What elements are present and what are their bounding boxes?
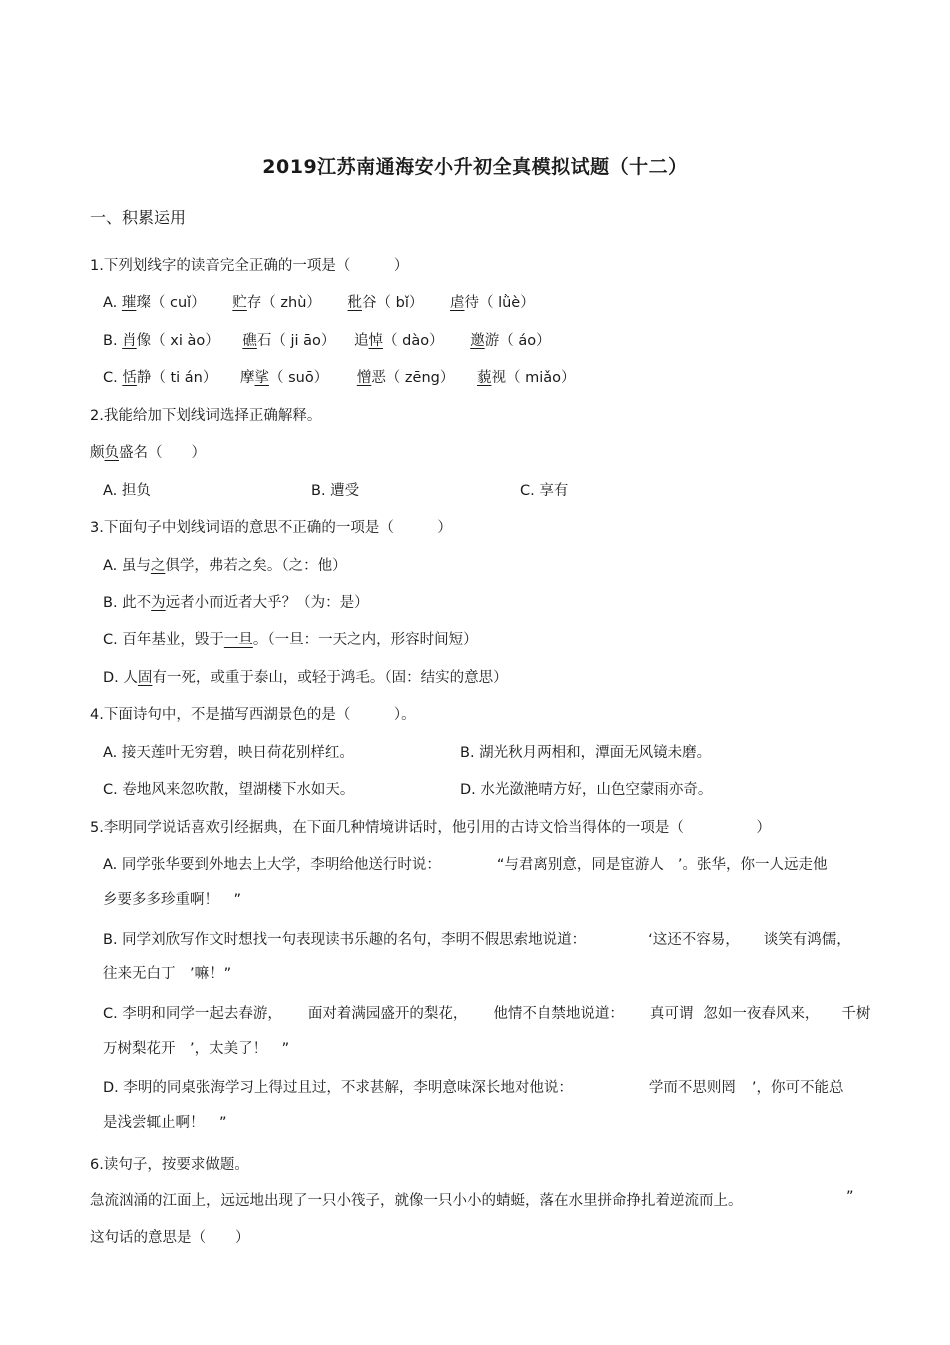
question-2-word: 颇负盛名（ ） <box>90 445 206 461</box>
question-3-option-b: B. 此不为远者小而近者大乎？（为：是） <box>103 595 369 611</box>
question-3-option-d: D. 人固有一死，或重于泰山，或轻于鸿毛。（固：结实的意思） <box>103 670 508 686</box>
question-1-option-b: B. 肖像（ xi ào） 礁石（ ji āo） 追悼（ dào） 邀游（ áo） <box>103 333 551 349</box>
question-4-option-d: D. 水光潋滟晴方好，山色空蒙雨亦奇。 <box>460 782 713 798</box>
question-4-option-a: A. 接天莲叶无穷碧，映日荷花别样红。 <box>103 745 354 761</box>
question-5-option-b-line2: 往来无白丁 ’嘛！” <box>103 966 232 982</box>
section-heading: 一、积累运用 <box>90 208 187 227</box>
question-5-option-c-line2: 万树梨花开 ’，太美了！ ” <box>103 1041 290 1057</box>
question-5-option-d-line1: D. 李明的同桌张海学习上得过且过，不求甚解，李明意味深长地对他说： 学而不思则罔 ’，你可不能总 <box>103 1080 844 1096</box>
page-title: 2019江苏南通海安小升初全真模拟试题（十二） <box>262 156 688 178</box>
question-5-option-c-line1: C. 李明和同学一起去春游， 面对着满园盛开的梨花， 他情不自禁地说道： 真可谓 忽如一夜春风来， 千树 <box>103 1006 871 1022</box>
question-4-stem: 4.下面诗句中，不是描写西湖景色的是（ ）。 <box>90 707 416 723</box>
question-5-option-a-line2: 乡要多多珍重啊！ ” <box>103 892 242 908</box>
question-2-stem: 2.我能给加下划线词选择正确解释。 <box>90 408 322 424</box>
question-5-option-b-line1: B. 同学刘欣写作文时想找一句表现读书乐趣的名句，李明不假思索地说道： ‘这还不容易， 谈笑有鸿儒， <box>103 932 851 948</box>
question-3-option-a: A. 虽与之俱学，弗若之矣。（之：他） <box>103 558 347 574</box>
question-3-stem: 3.下面句子中划线词语的意思不正确的一项是（ ） <box>90 520 452 536</box>
question-2-option-c: C. 享有 <box>520 483 569 499</box>
question-6-stem: 6.读句子，按要求做题。 <box>90 1157 249 1173</box>
question-5-option-d-line2: 是浅尝辄止啊！ ” <box>103 1115 227 1131</box>
question-5-option-a-line1: A. 同学张华要到外地去上大学，李明给他送行时说： “与君离别意，同是宦游人 ’。张华，你一人远走他 <box>103 857 828 873</box>
question-4-option-c: C. 卷地风来忽吹散，望湖楼下水如天。 <box>103 782 355 798</box>
question-6-quote-mark: ” <box>846 1189 854 1205</box>
question-5-stem: 5.李明同学说话喜欢引经据典，在下面几种情境讲话时，他引用的古诗文恰当得体的一项是（ ） <box>90 820 771 836</box>
question-6-sentence: 急流汹涌的江面上，远远地出现了一只小筏子，就像一只小小的蜻蜓，落在水里拼命挣扎着逆流而上。 <box>90 1193 743 1209</box>
question-3-option-c: C. 百年基业，毁于一旦。（一旦：一天之内，形容时间短） <box>103 632 478 648</box>
question-1-option-c: C. 恬静（ ti án） 摩挲（ suō） 憎恶（ zēng） 藐视（ miǎo） <box>103 370 576 386</box>
question-4-option-b: B. 湖光秋月两相和，潭面无风镜未磨。 <box>460 745 712 761</box>
question-1-stem: 1.下列划线字的读音完全正确的一项是（ ） <box>90 258 409 274</box>
question-1-option-a: A. 璀璨（ cuǐ） 贮存（ zhù） 秕谷（ bǐ） 虐待（ lǜè） <box>103 295 535 311</box>
question-2-option-a: A. 担负 <box>103 483 151 499</box>
question-6-ask: 这句话的意思是（ ） <box>90 1230 250 1246</box>
question-2-option-b: B. 遭受 <box>311 483 360 499</box>
